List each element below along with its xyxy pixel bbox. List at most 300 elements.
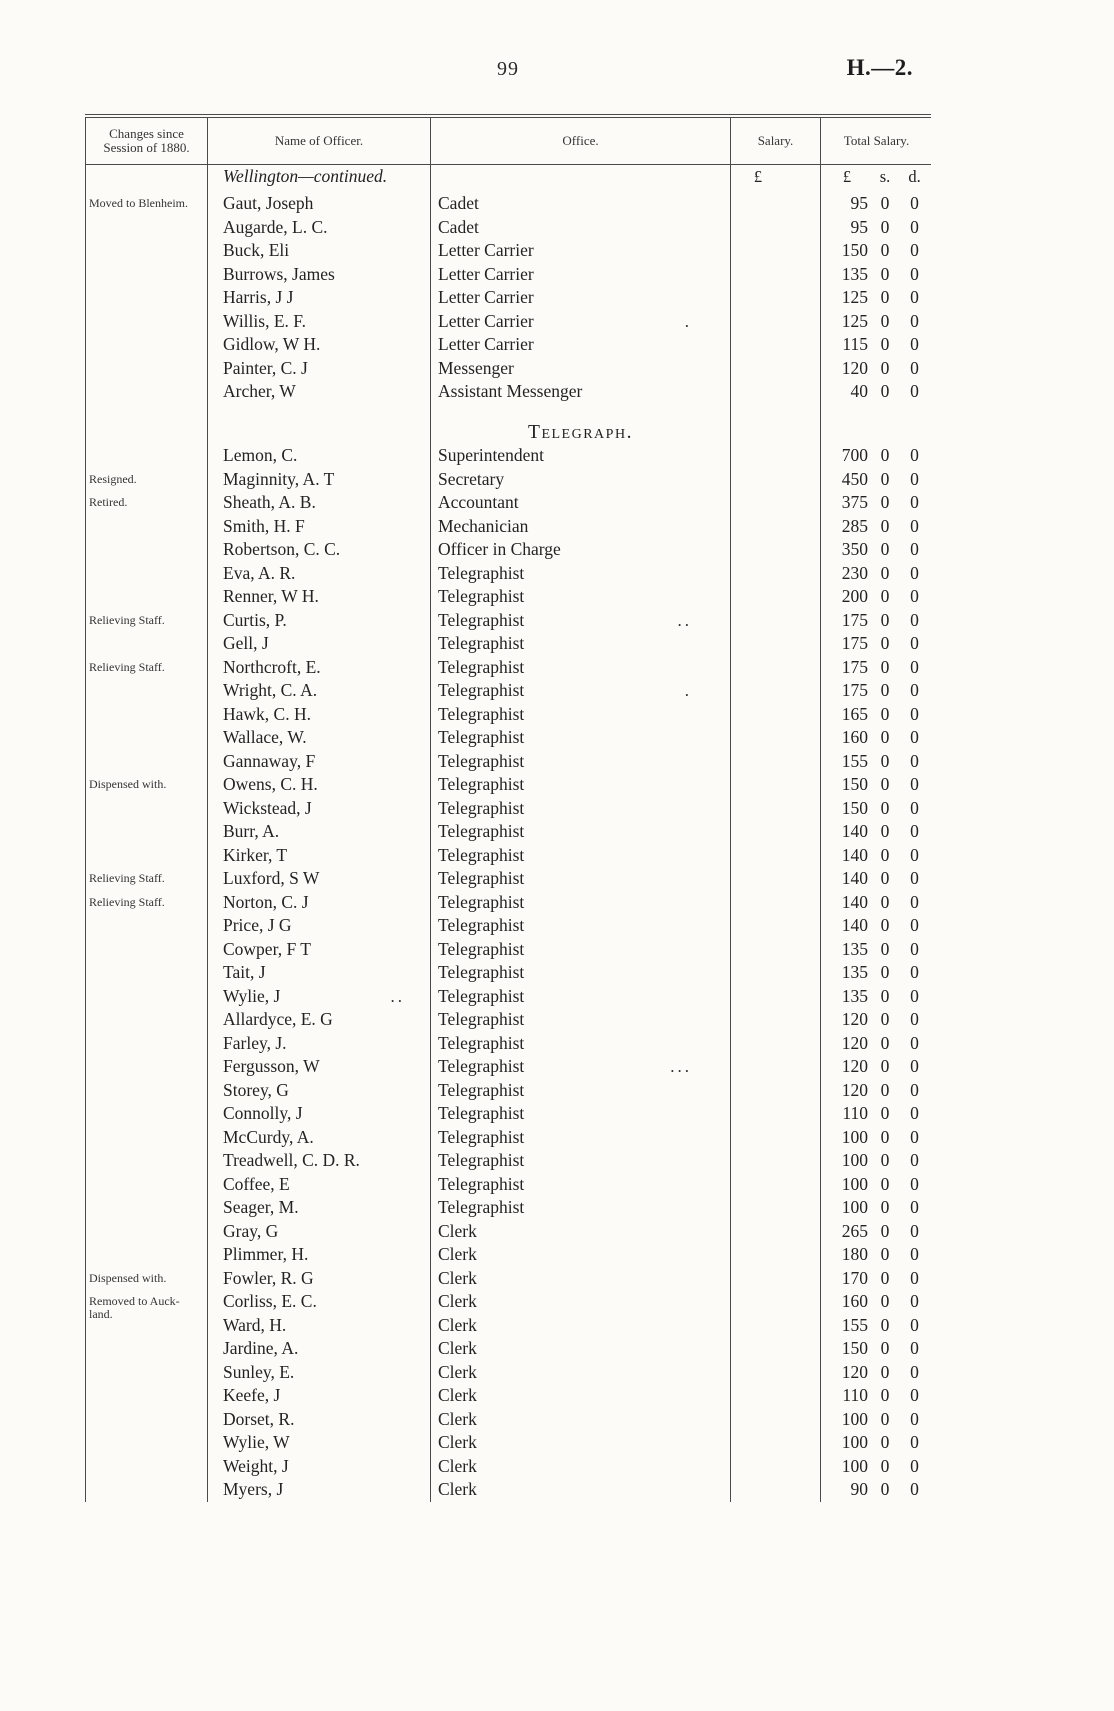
salary-cell: [731, 1431, 821, 1455]
total-salary-cell: [821, 1079, 932, 1103]
total-pence: 0: [910, 727, 919, 747]
office-title: Telegraphist: [438, 1173, 525, 1194]
total-shillings: 0: [880, 1314, 890, 1335]
office-title: Telegraphist: [438, 844, 525, 865]
office-cell: [431, 750, 731, 774]
total-pence: 0: [910, 938, 919, 959]
office-cell: [431, 404, 731, 421]
total-pence: 0: [910, 1220, 919, 1241]
total-salary-cell: [821, 1455, 932, 1479]
officer-name: Wylie, J: [223, 985, 281, 1006]
table-row: [85, 750, 931, 774]
change-note: [86, 632, 208, 656]
table-body: [85, 165, 931, 1502]
officer-name-cell: [208, 632, 431, 656]
total-pounds: 450: [841, 468, 868, 489]
office-cell: [431, 679, 731, 703]
total-pounds: 170: [841, 1267, 868, 1288]
office-cell: [431, 1408, 731, 1432]
office-cell: [431, 1126, 731, 1150]
table-row: [85, 1243, 931, 1267]
total-pounds: 150: [841, 240, 868, 260]
col-header-changes: Changes since Session of 1880.: [86, 118, 208, 164]
office-title: Officer in Charge: [438, 539, 561, 559]
total-pence: 0: [910, 492, 919, 512]
total-salary-cell: [821, 1337, 932, 1361]
office-cell: [431, 333, 731, 357]
total-shillings: 0: [880, 515, 890, 536]
change-note: [86, 515, 208, 539]
total-pence: 0: [910, 357, 919, 378]
office-cell: [431, 263, 731, 287]
officer-name-cell: [208, 585, 431, 609]
salary-cell: [731, 263, 821, 287]
officer-name-cell: [208, 515, 431, 539]
change-note: [86, 1126, 208, 1150]
total-pounds: 140: [841, 844, 868, 865]
officer-name-cell: [208, 1196, 431, 1220]
total-shillings: 0: [880, 381, 890, 401]
total-salary-cell: [821, 820, 932, 844]
table-row: [85, 380, 931, 404]
table-row: [85, 1173, 931, 1197]
salary-cell: [731, 1267, 821, 1291]
table-row: [85, 1008, 931, 1032]
total-shillings: 0: [880, 891, 890, 912]
table-row: [85, 609, 931, 633]
table-row: [85, 421, 931, 445]
total-shillings: 0: [880, 633, 890, 653]
officer-name-cell: [208, 1384, 431, 1408]
total-salary-cell: [821, 585, 932, 609]
total-pence: 0: [910, 1267, 919, 1288]
table-row: [85, 1220, 931, 1244]
change-note: Relieving Staff.: [86, 891, 208, 915]
table-row: [85, 216, 931, 240]
office-title: Telegraphist: [438, 1103, 525, 1123]
salary-cell: [731, 1384, 821, 1408]
table-row: [85, 726, 931, 750]
office-cell: [431, 1243, 731, 1267]
total-pounds: 40: [850, 381, 868, 401]
office-title: Letter Carrier: [438, 240, 534, 260]
officer-name-cell: [208, 380, 431, 404]
salary-cell: [731, 421, 821, 445]
total-shillings: 0: [880, 1126, 890, 1147]
change-note: Dispensed with.: [86, 1267, 208, 1291]
officer-name: Renner, W H.: [223, 586, 319, 606]
officer-name-cell: [208, 562, 431, 586]
office-title: Telegraphist: [438, 562, 525, 583]
officer-name: Gray, G: [223, 1220, 279, 1241]
office-cell: [431, 773, 731, 797]
total-salary-cell: [821, 1267, 932, 1291]
officer-name-cell: [208, 1431, 431, 1455]
salary-cell: [731, 985, 821, 1009]
office-cell: [431, 820, 731, 844]
change-note: [86, 286, 208, 310]
change-note: [86, 216, 208, 240]
total-pence: 0: [910, 468, 919, 489]
office-cell: [431, 797, 731, 821]
total-salary-cell: [821, 773, 932, 797]
office-title: Telegraphist: [438, 1079, 525, 1100]
total-shillings: 0: [880, 287, 890, 307]
officer-name: Willis, E. F.: [223, 310, 306, 331]
change-note: [86, 1196, 208, 1220]
total-salary-cell: [821, 1431, 932, 1455]
officer-name: Burr, A.: [223, 821, 280, 841]
table-row: [85, 538, 931, 562]
officer-name-cell: [208, 1008, 431, 1032]
total-salary-cell: [821, 914, 932, 938]
office-cell: [431, 216, 731, 240]
total-pounds: 100: [841, 1173, 868, 1194]
table-row: [85, 1290, 931, 1321]
total-pounds: 100: [841, 1150, 868, 1170]
salary-cell: [731, 1102, 821, 1126]
officer-name-cell: [208, 914, 431, 938]
total-salary-cell: [821, 444, 932, 468]
total-pence: 0: [910, 310, 919, 331]
total-pounds: 700: [841, 445, 868, 465]
total-salary-cell: [821, 165, 932, 192]
table-row: [85, 1337, 931, 1361]
total-shillings: 0: [880, 774, 890, 794]
office-title: Clerk: [438, 1361, 477, 1382]
officer-name-cell: [208, 165, 431, 192]
change-note: [86, 797, 208, 821]
officer-name: Price, J G: [223, 915, 292, 935]
total-pence: 0: [910, 774, 919, 794]
total-pence: 0: [910, 1314, 919, 1335]
table-row: [85, 844, 931, 868]
total-pounds: 180: [841, 1244, 868, 1264]
officer-name: Gidlow, W H.: [223, 334, 321, 354]
change-note: [86, 703, 208, 727]
office-title: Telegraphist: [438, 1032, 525, 1053]
salary-cell: [731, 1337, 821, 1361]
table-row: [85, 1361, 931, 1385]
total-pounds: 120: [841, 1009, 868, 1029]
change-note: [86, 1337, 208, 1361]
salary-cell: [731, 703, 821, 727]
total-shillings: 0: [880, 468, 890, 489]
office-cell: [431, 286, 731, 310]
total-salary-cell: [821, 1126, 932, 1150]
table-row: [85, 891, 931, 915]
office-cell: [431, 165, 731, 192]
change-note: [86, 1384, 208, 1408]
officer-name: Smith, H. F: [223, 515, 305, 536]
salary-cell: [731, 1361, 821, 1385]
total-salary-cell: [821, 357, 932, 381]
officer-name: Wallace, W.: [223, 727, 307, 747]
office-cell: [431, 726, 731, 750]
change-note: [86, 750, 208, 774]
table-row: [85, 444, 931, 468]
total-salary-cell: [821, 1314, 932, 1338]
total-pence: d.: [908, 167, 921, 186]
total-shillings: 0: [880, 1009, 890, 1029]
leader-dots: .: [684, 311, 692, 331]
total-salary-cell: [821, 192, 932, 216]
officer-name: McCurdy, A.: [223, 1126, 314, 1147]
leader-dots: ..: [390, 986, 405, 1006]
change-note: Removed to Auck- land.: [86, 1290, 208, 1320]
total-shillings: 0: [880, 797, 890, 818]
officer-name-cell: [208, 1220, 431, 1244]
total-pounds: 120: [841, 357, 868, 378]
office-cell: [431, 891, 731, 915]
total-pence: 0: [910, 1455, 919, 1476]
table-row: [85, 961, 931, 985]
table-row: [85, 1079, 931, 1103]
salary-cell: [731, 1196, 821, 1220]
total-shillings: 0: [880, 240, 890, 260]
change-note: [86, 421, 208, 445]
office-title: Telegraphist: [438, 680, 525, 700]
office-title: Superintendent: [438, 445, 544, 465]
officer-name: Buck, Eli: [223, 240, 290, 260]
change-note: [86, 985, 208, 1009]
officer-name-cell: [208, 333, 431, 357]
officer-name: Plimmer, H.: [223, 1244, 309, 1264]
total-salary-cell: [821, 726, 932, 750]
total-pence: 0: [910, 1079, 919, 1100]
officer-name-cell: [208, 421, 431, 445]
table-row: [85, 468, 931, 492]
total-shillings: 0: [880, 656, 890, 677]
total-pence: 0: [910, 1009, 919, 1029]
change-note: [86, 726, 208, 750]
change-note: [86, 310, 208, 334]
change-note: [86, 1478, 208, 1502]
table-row: [85, 286, 931, 310]
officer-name-cell: [208, 538, 431, 562]
salary-cell: [731, 1243, 821, 1267]
officer-name-cell: [208, 797, 431, 821]
total-pounds: 175: [841, 680, 868, 700]
change-note: [86, 1455, 208, 1479]
officer-name-cell: [208, 1314, 431, 1338]
total-salary-cell: [821, 985, 932, 1009]
office-cell: [431, 844, 731, 868]
officer-name: Keefe, J: [223, 1385, 281, 1405]
total-pounds: [821, 404, 873, 421]
office-title: Clerk: [438, 1408, 477, 1429]
total-pounds: 155: [841, 750, 868, 771]
office-cell: [431, 1149, 731, 1173]
total-shillings: 0: [880, 193, 890, 213]
office-title: Telegraphist: [438, 633, 525, 653]
table-row: [85, 1196, 931, 1220]
officer-name-cell: [208, 1055, 431, 1079]
change-note: Relieving Staff.: [86, 656, 208, 680]
office-cell: [431, 585, 731, 609]
officer-name-cell: [208, 239, 431, 263]
officer-name: Fowler, R. G: [223, 1267, 314, 1288]
officer-name-cell: [208, 1032, 431, 1056]
salary-table: [85, 114, 931, 1502]
officer-name-cell: [208, 1478, 431, 1502]
office-title: Clerk: [438, 1432, 477, 1452]
change-note: [86, 333, 208, 357]
salary-cell: [731, 1032, 821, 1056]
total-pence: 0: [910, 1408, 919, 1429]
officer-name-cell: [208, 216, 431, 240]
office-cell: [431, 1079, 731, 1103]
change-note: [86, 239, 208, 263]
officer-name: Farley, J.: [223, 1032, 287, 1053]
change-note: [86, 844, 208, 868]
salary-cell: [731, 844, 821, 868]
total-shillings: 0: [880, 1197, 890, 1217]
office-title: Telegraphist: [438, 1126, 525, 1147]
officer-name: Myers, J: [223, 1479, 284, 1499]
total-pounds: 175: [841, 656, 868, 677]
change-note: Moved to Blenheim.: [86, 192, 208, 216]
office-cell: [431, 703, 731, 727]
total-shillings: [873, 404, 897, 421]
leader-dots: ...: [670, 1057, 692, 1076]
officer-name-cell: [208, 679, 431, 703]
total-salary-cell: [821, 1196, 932, 1220]
total-pence: 0: [910, 216, 919, 237]
table-row: [85, 703, 931, 727]
table-row: [85, 1478, 931, 1502]
office-title: Accountant: [438, 492, 519, 512]
office-cell: [431, 562, 731, 586]
total-pounds: 135: [841, 263, 868, 284]
salary-cell: [731, 726, 821, 750]
table-row: [85, 333, 931, 357]
officer-name: Dorset, R.: [223, 1408, 295, 1429]
total-shillings: 0: [880, 1103, 890, 1123]
total-pounds: 100: [841, 1432, 868, 1452]
total-pounds: 230: [841, 562, 868, 583]
salary-cell: [731, 404, 821, 421]
table-row: [85, 1149, 931, 1173]
total-shillings: 0: [880, 1056, 890, 1076]
office-title: Clerk: [438, 1291, 477, 1311]
officer-name: Fergusson, W: [223, 1056, 320, 1076]
leader-dots: .: [684, 681, 692, 700]
office-title: Letter Carrier: [438, 263, 534, 284]
office-cell: [431, 421, 731, 445]
officer-name: Cowper, F T: [223, 938, 311, 959]
office-cell: [431, 985, 731, 1009]
total-salary-cell: [821, 961, 932, 985]
officer-name-cell: [208, 404, 431, 421]
office-title: Telegraphist: [438, 727, 525, 747]
salary-cell: [731, 562, 821, 586]
officer-name-cell: [208, 1361, 431, 1385]
salary-cell: [731, 679, 821, 703]
office-title: Telegraphist: [438, 797, 525, 818]
table-row: [85, 938, 931, 962]
total-pence: 0: [910, 1103, 919, 1123]
total-shillings: 0: [880, 915, 890, 935]
table-row: [85, 491, 931, 515]
change-note: [86, 1055, 208, 1079]
total-salary-cell: [821, 562, 932, 586]
change-note: [86, 357, 208, 381]
salary-cell: [731, 914, 821, 938]
total-shillings: 0: [880, 844, 890, 865]
officer-name: Coffee, E: [223, 1173, 290, 1194]
total-pounds: 375: [841, 492, 868, 512]
table-row: [85, 1408, 931, 1432]
total-shillings: 0: [880, 562, 890, 583]
table-row: [85, 357, 931, 381]
officer-name: Curtis, P.: [223, 609, 287, 630]
officer-name: Gannaway, F: [223, 750, 316, 771]
total-salary-cell: [821, 750, 932, 774]
officer-name: Gaut, Joseph: [223, 193, 314, 213]
change-note: Relieving Staff.: [86, 867, 208, 891]
officer-name: Allardyce, E. G: [223, 1009, 333, 1029]
officer-name-cell: [208, 1337, 431, 1361]
office-title: Clerk: [438, 1455, 477, 1476]
officer-name-cell: [208, 468, 431, 492]
total-pounds: 175: [841, 609, 868, 630]
change-note: [86, 914, 208, 938]
total-pence: 0: [910, 1338, 919, 1358]
change-note: [86, 444, 208, 468]
table-row: [85, 1267, 931, 1291]
total-pence: 0: [910, 915, 919, 935]
officer-name-cell: [208, 491, 431, 515]
total-shillings: 0: [880, 680, 890, 700]
total-shillings: 0: [880, 1408, 890, 1429]
change-note: [86, 165, 208, 192]
office-title: Letter Carrier: [438, 334, 534, 354]
table-row: [85, 1455, 931, 1479]
total-pence: 0: [910, 381, 919, 401]
officer-name: Painter, C. J: [223, 357, 308, 378]
office-cell: [431, 380, 731, 404]
officer-name: Wright, C. A.: [223, 680, 318, 700]
officer-name-cell: [208, 820, 431, 844]
salary-cell: [731, 1055, 821, 1079]
office-cell: [431, 1337, 731, 1361]
salary-cell: [731, 938, 821, 962]
office-cell: [431, 239, 731, 263]
total-pence: 0: [910, 515, 919, 536]
table-row: [85, 263, 931, 287]
office-cell: [431, 656, 731, 680]
office-cell: [431, 1478, 731, 1502]
total-pounds: 135: [841, 938, 868, 959]
officer-name-cell: [208, 1126, 431, 1150]
office-title: Telegraphist: [438, 915, 525, 935]
total-salary-cell: [821, 491, 932, 515]
total-pounds: 150: [841, 1338, 868, 1358]
table-row: [85, 914, 931, 938]
table-row: [85, 239, 931, 263]
office-title: Clerk: [438, 1314, 477, 1335]
page-number: 99: [497, 58, 519, 80]
officer-name-cell: [208, 844, 431, 868]
office-title: Telegraphist: [438, 938, 525, 959]
table-row: [85, 1055, 931, 1079]
office-title: Telegraphist: [438, 750, 525, 771]
total-shillings: s.: [879, 167, 891, 186]
office-title: Telegraph.: [528, 421, 633, 443]
total-shillings: 0: [880, 1032, 890, 1053]
office-cell: [431, 357, 731, 381]
